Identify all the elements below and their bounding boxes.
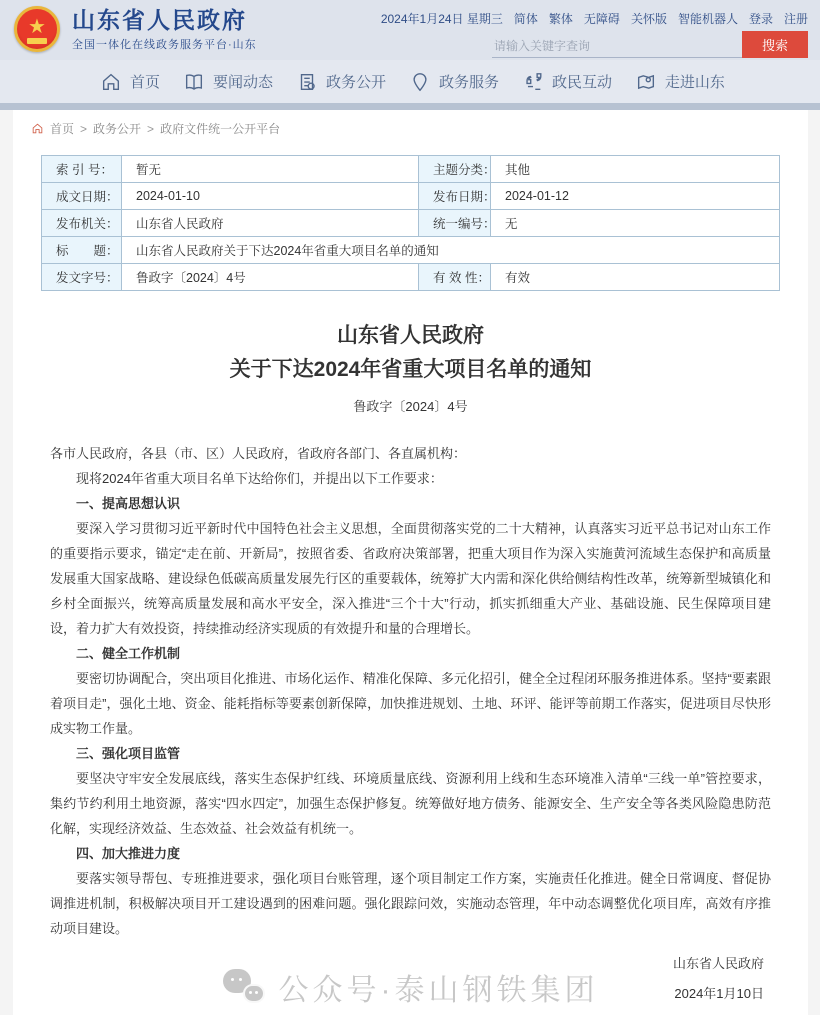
section-1-body: 要深入学习贯彻习近平新时代中国特色社会主义思想，全面贯彻落实党的二十大精神，认真落实习近平总书记对山东工作的重要指示要求，锚定“走在前、开新局”，按照省委、省政府决策部署，把重大项目作为深入实施黄河流域生态保护和高质量发展重大国家战略、建设绿色低碳高质量发展先行区的重要载体，统筹扩大内需和深化供给侧结构性改革，统筹新型城镇化和乡村全面振兴，统筹高质量发展和高水平安全，深入推进“三个十大”行动，抓实抓细重大产业、基础设施、民生保障项目建设，着力扩大有效投资，持续推动经济实现质的有效提升和量的合理增长。: [50, 521, 771, 636]
document-signature: [13, 949, 764, 1009]
meta-label-topic: 主题分类：: [419, 156, 491, 183]
emblem-gate-icon: [27, 38, 47, 44]
breadcrumb-separator: >: [147, 121, 155, 136]
meta-value-topic: 其他: [491, 156, 780, 183]
nav-divider-band: [0, 103, 820, 110]
table-row: [42, 237, 780, 264]
quote-chat-icon: [522, 71, 544, 93]
signature-date: 2024年1月10日: [674, 986, 764, 1001]
document-title-line1: 山东省人民政府: [337, 324, 484, 347]
meta-label-issuer: 发布机关：: [42, 210, 122, 237]
document-card: [13, 110, 808, 1015]
home-icon: [100, 71, 122, 93]
salutation: 各市人民政府，各县（市、区）人民政府，省政府各部门、各直属机构：: [50, 446, 467, 461]
meta-label-written-date: 成文日期：: [42, 183, 122, 210]
table-row: [42, 264, 780, 291]
emblem-star-icon: ★: [28, 16, 46, 38]
link-login[interactable]: 登录: [748, 12, 773, 26]
document-title: [13, 319, 808, 387]
nav-label: 要闻动态: [212, 74, 273, 91]
section-1-heading: 一、提高思想认识: [76, 496, 181, 511]
breadcrumb: [13, 110, 808, 145]
meta-label-title: 标 题：: [42, 237, 122, 264]
table-row: [42, 210, 780, 237]
meta-value-publish-date: 2024-01-12: [491, 183, 780, 210]
meta-value-validity status-badge: 有效: [491, 264, 780, 291]
nav-item-home[interactable]: [100, 71, 160, 93]
meta-label-validity: 有 效 性：: [419, 264, 491, 291]
meta-value-written-date: 2024-01-10: [122, 183, 419, 210]
meta-value-issuer: 山东省人民政府: [122, 210, 419, 237]
nav-label: 政民互动: [551, 74, 612, 91]
link-accessibility[interactable]: 无障碍: [583, 12, 620, 26]
link-simplified[interactable]: 简体: [513, 12, 538, 26]
breadcrumb-platform[interactable]: 政府文件统一公开平台: [160, 122, 281, 136]
document-number: 鲁政字〔2024〕4号: [353, 399, 468, 414]
meta-value-unified-no: 无: [491, 210, 780, 237]
site-brand[interactable]: [14, 6, 257, 52]
section-3-body: 要坚决守牢安全发展底线，落实生态保护红线、环境质量底线、资源利用上线和生态环境准入清单“三线一单”管控要求，集约节约利用土地资源，落实“四水四定”，加强生态保护修复。统筹做好地方债务、能源安全、生产安全等各类风险隐患防范化解，实现经济效益、生态效益、社会效益有机统一。: [50, 771, 771, 836]
meta-label-doc-number: 发文字号：: [42, 264, 122, 291]
document-meta-table: [41, 155, 780, 291]
document-body: [50, 441, 771, 941]
document-title-line2: 关于下达2024年省重大项目名单的通知: [229, 358, 592, 381]
breadcrumb-disclosure[interactable]: 政务公开: [93, 122, 142, 136]
nav-item-disclosure[interactable]: [296, 71, 386, 93]
search-bar: [492, 31, 808, 58]
nav-label: 首页: [130, 74, 161, 91]
site-subtitle: 全国一体化在线政务服务平台·山东: [72, 38, 257, 51]
meta-value-title: 山东省人民政府关于下达2024年省重大项目名单的通知: [122, 237, 780, 264]
meta-label-unified-no: 统一编号：: [419, 210, 491, 237]
nav-label: 走进山东: [664, 74, 725, 91]
section-2-heading: 二、健全工作机制: [76, 646, 181, 661]
signature-org: 山东省人民政府: [672, 956, 764, 971]
table-row: [42, 183, 780, 210]
current-date: 2024年1月24日 星期三: [380, 12, 503, 26]
section-3-heading: 三、强化项目监管: [76, 746, 181, 761]
content-wrapper: [0, 110, 820, 1015]
meta-value-index: 暂无: [122, 156, 419, 183]
link-register[interactable]: 注册: [783, 12, 808, 26]
watermark-text: 公众号·泰山钢铁集团: [278, 974, 599, 1007]
site-header: [0, 0, 820, 60]
nav-item-news[interactable]: [183, 71, 273, 93]
map-icon: [635, 71, 657, 93]
location-pin-icon: [409, 71, 431, 93]
header-utility-links: [381, 10, 808, 27]
search-input[interactable]: [492, 35, 742, 58]
document-icon: [296, 71, 318, 93]
breadcrumb-home-icon: [31, 122, 44, 135]
national-emblem-logo: [14, 6, 60, 52]
meta-label-index: 索 引 号：: [42, 156, 122, 183]
link-smart-robot[interactable]: 智能机器人: [677, 12, 738, 26]
nav-label: 政务公开: [325, 74, 386, 91]
link-care-version[interactable]: 关怀版: [630, 12, 667, 26]
section-2-body: 要密切协调配合，突出项目化推进、市场化运作、精准化保障、多元化招引，健全全过程闭环服务推进体系。坚持“要素跟着项目走”，强化土地、资金、能耗指标等要素创新保障，加快推进规划、土地、环评、能评等前期工作落实，促进项目尽快形成实物工作量。: [50, 671, 771, 736]
nav-item-explore[interactable]: [635, 71, 725, 93]
breadcrumb-separator: >: [80, 121, 88, 136]
nav-item-services[interactable]: [409, 71, 499, 93]
breadcrumb-home[interactable]: 首页: [50, 122, 75, 136]
meta-value-doc-number: 鲁政字〔2024〕4号: [122, 264, 419, 291]
nav-item-interaction[interactable]: [522, 71, 612, 93]
intro-paragraph: 现将2024年省重大项目名单下达给你们，并提出以下工作要求：: [76, 471, 443, 486]
section-4-body: 要落实领导帮包、专班推进要求，强化项目台账管理，逐个项目制定工作方案，实施责任化推进。健全日常调度、督促协调推进机制，积极解决项目开工建设遇到的困难问题。强化跟踪问效，实施动态管理，年中动态调整优化项目库，高效有序推动项目建设。: [50, 871, 771, 936]
search-button[interactable]: 搜索: [742, 31, 808, 58]
site-title: 山东省人民政府: [72, 6, 247, 33]
section-4-heading: 四、加大推进力度: [76, 846, 181, 861]
book-icon: [183, 71, 205, 93]
table-row: [42, 156, 780, 183]
link-traditional[interactable]: 繁体: [548, 12, 573, 26]
meta-label-publish-date: 发布日期：: [419, 183, 491, 210]
nav-label: 政务服务: [438, 74, 499, 91]
main-nav: [0, 60, 820, 103]
